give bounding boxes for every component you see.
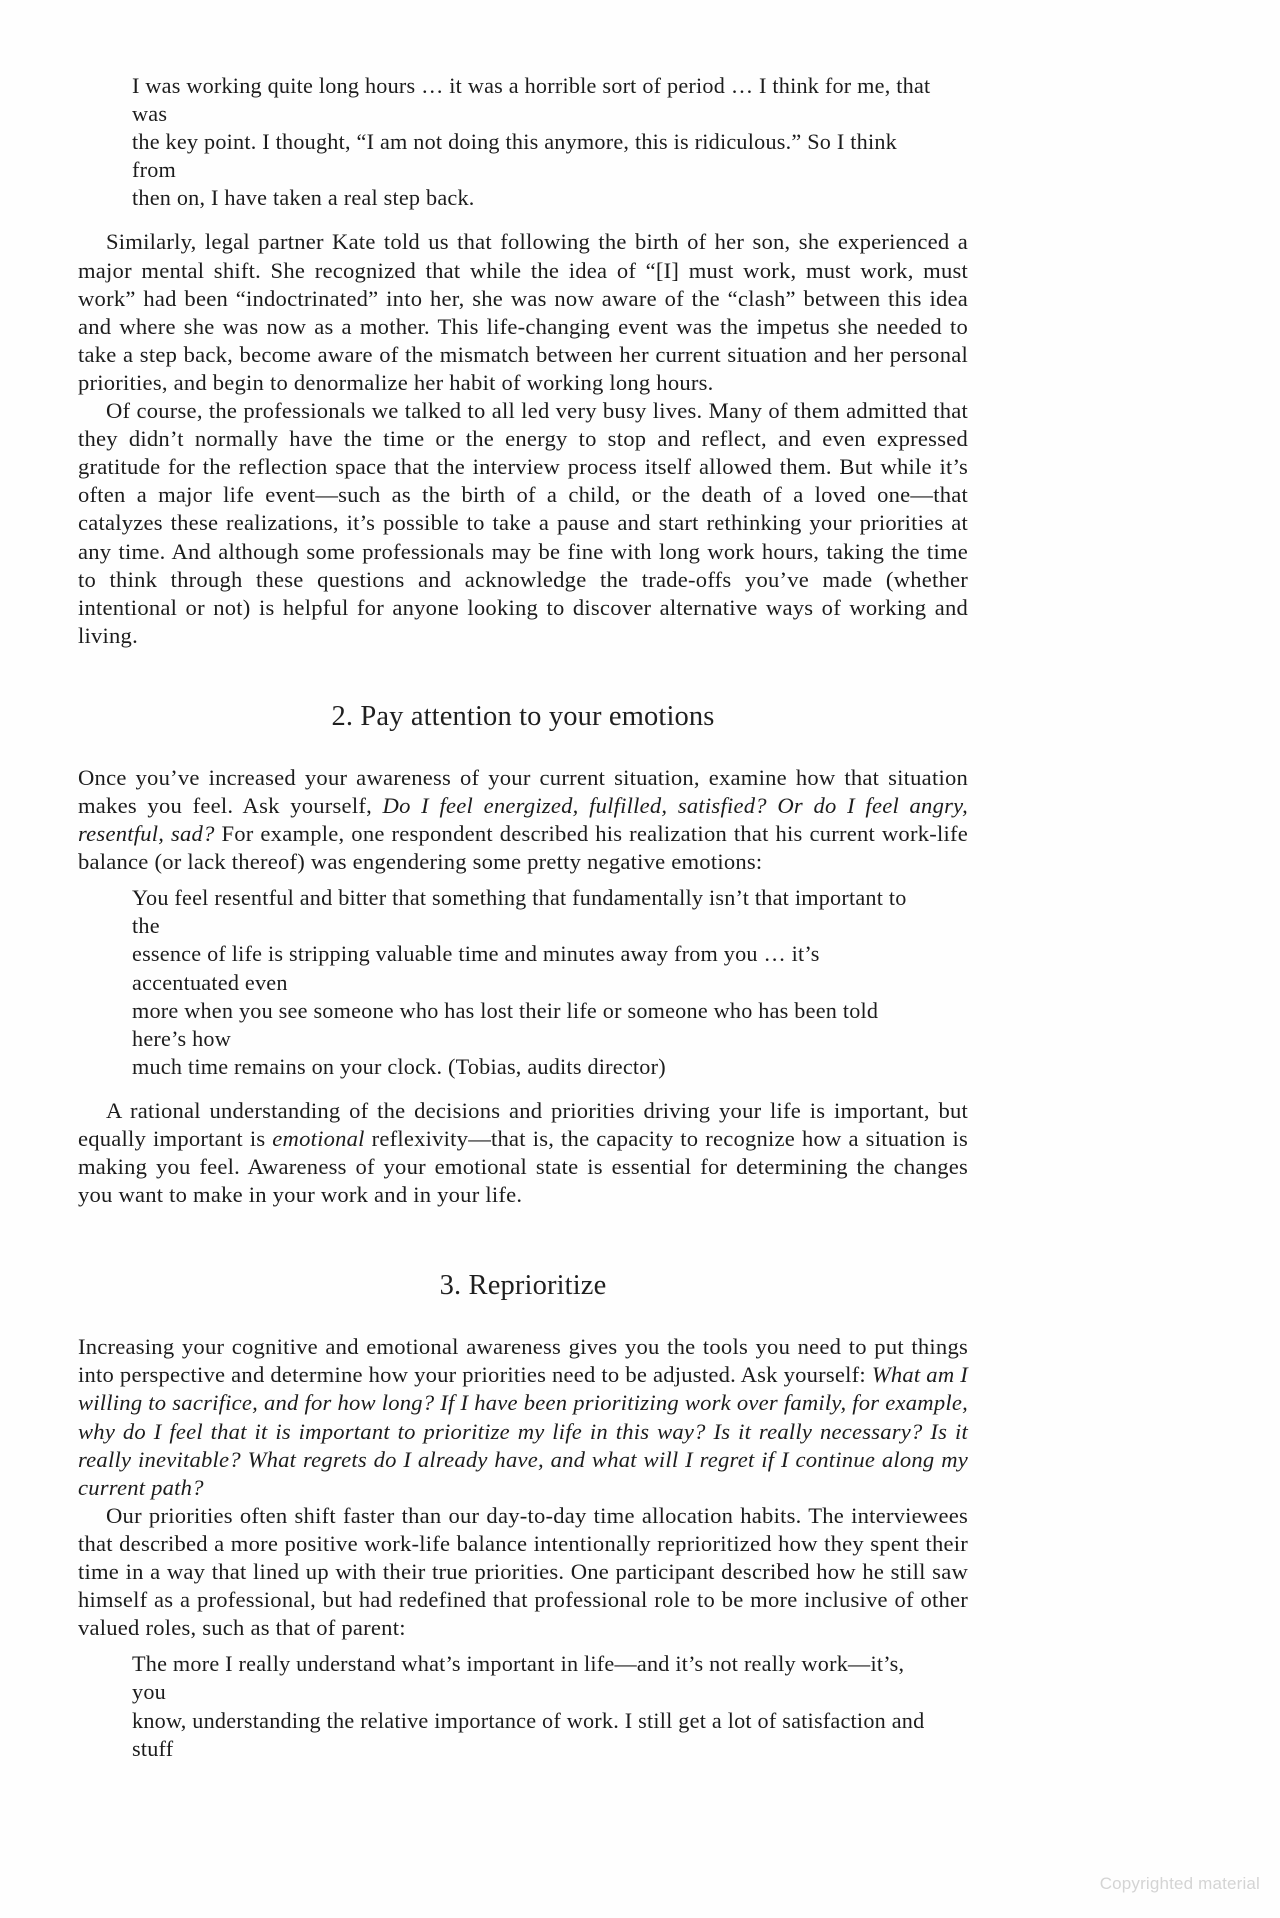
emphasis-reprioritize-questions: What am I willing to sacrifice, and for how long? If I have been prioritizing work over family, for example, why do I feel that it is important to prioritize my life in this way? Is it really necessary? Is it really inevitable? What regrets do I already have, and what will I regret if I continue along my current path? [78, 1362, 968, 1500]
paragraph-our-priorities: Our priorities often shift faster than our day-to-day time allocation habits. The interviewees that described a more positive work-life balance intentionally reprioritized how they spent their time in a way that lined up with their true priorities. One participant described how he still saw himself as a professional, but had redefined that professional role to be more inclusive of other valued roles, such as that of parent: [78, 1502, 968, 1641]
section-heading-3: 3. Reprioritize [439, 1270, 607, 1302]
copyright-watermark: Copyrighted material [1099, 1874, 1260, 1893]
paragraph-text-lead: Increasing your cognitive and emotional awareness gives you the tools you need to put things into perspective and determine how your priorities need to be adjusted. Ask yourself: [78, 1334, 968, 1388]
blockquote-line: The more I really understand what’s important in life—and it’s not really work—it’s, you [132, 1651, 905, 1705]
paragraph-text-lead: A rational understanding of the decisions and priorities driving your life is important, but equally important is [78, 1097, 968, 1151]
blockquote-tobias-resentful [78, 884, 968, 1081]
blockquote-line: essence of life is stripping valuable time and minutes away from you … it’s accentuated even [132, 941, 820, 995]
section-heading-2: 2. Pay attention to your emotions [331, 700, 715, 732]
paragraph-of-course: Of course, the professionals we talked to all led very busy lives. Many of them admitted that they didn’t normally have the time or the energy to stop and reflect, and even expressed gratitude for the reflection space that the interview process itself allowed them. But while it’s often a major life event—such as the birth of a child, or the death of a loved one—that catalyzes these realizations, it’s possible to take a pause and start rethinking your priorities at any time. And although some professionals may be fine with long work hours, taking the time to think through these questions and acknowledge the trade-offs you’ve made (whether intentional or not) is helpful for anyone looking to discover alternative ways of working and living. [78, 398, 968, 648]
spacer [78, 734, 968, 764]
blockquote-line-attribution: much time remains on your clock. (Tobias, audits director) [132, 1053, 666, 1079]
paragraph-increasing-awareness [78, 1333, 968, 1502]
paragraph-rational-understanding [78, 1097, 968, 1209]
paragraph-once-youve-increased [78, 764, 968, 876]
paragraph-text-lead: Once you’ve increased your awareness of your current situation, examine how that situation makes you feel. Ask yourself, [78, 764, 968, 818]
blockquote-line: I was working quite long hours … it was a horrible sort of period … I think for me, that was [132, 73, 931, 127]
spacer [78, 1303, 968, 1333]
paragraph-text-tail: For example, one respondent described his realization that his current work-life balance (or lack thereof) was engendering some pretty negative emotions: [78, 821, 968, 875]
blockquote-more-i-really-understand [78, 1650, 968, 1762]
paragraph-text-tail: reflexivity—that is, the capacity to recognize how a situation is making you feel. Awareness of your emotional state is essential for determining the changes you want to make in your work and in your life. [78, 1126, 968, 1208]
spacer [78, 212, 968, 228]
spacer [78, 650, 968, 700]
emphasis-emotional: emotional [272, 1126, 365, 1151]
paragraph-similarly-kate: Similarly, legal partner Kate told us that following the birth of her son, she experienced a major mental shift. She recognized that while the idea of “[I] must work, must work, must work” had been “indoctrinated” into her, she was now aware of the “clash” between this idea and where she was now as a mother. This life-changing event was the impetus she needed to take a step back, become aware of the mismatch between her current situation and her personal priorities, and begin to denormalize her habit of working long hours. [78, 229, 968, 395]
spacer [78, 1209, 968, 1269]
blockquote-line: know, understanding the relative importance of work. I still get a lot of satisfaction and stuff [132, 1707, 925, 1761]
emphasis-ask-yourself-questions: Do I feel energized, fulfilled, satisfied? Or do I feel angry, resentful, sad? [78, 792, 969, 847]
blockquote-line: the key point. I thought, “I am not doing this anymore, this is ridiculous.” So I think from [132, 129, 897, 183]
blockquote-line: more when you see someone who has lost their life or someone who has been told here’s how [132, 997, 879, 1051]
spacer [78, 1081, 968, 1097]
spacer [78, 876, 968, 884]
blockquote-line: then on, I have taken a real step back. [132, 185, 475, 211]
blockquote-working-long-hours [78, 72, 968, 212]
page-content [78, 72, 968, 1763]
spacer [78, 1642, 968, 1650]
blockquote-line: You feel resentful and bitter that something that fundamentally isn’t that important to the [132, 885, 907, 939]
